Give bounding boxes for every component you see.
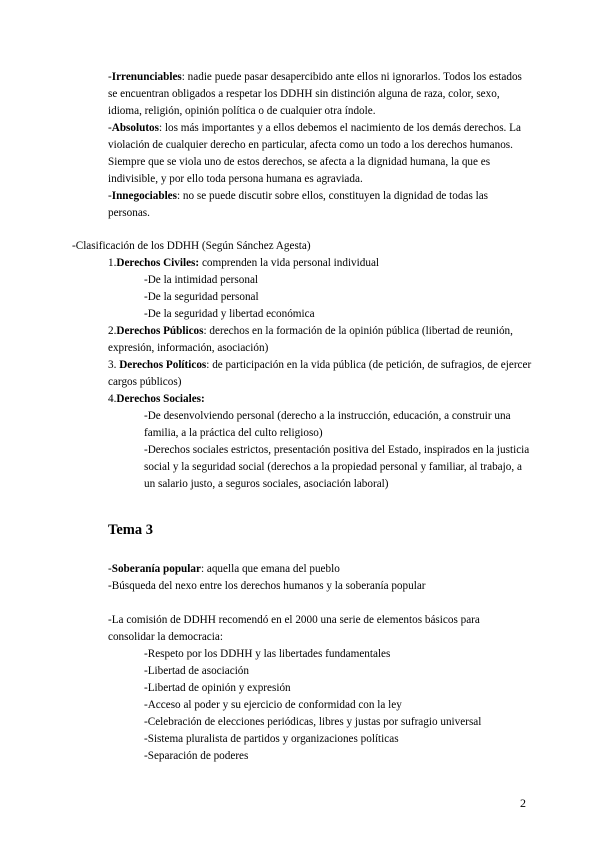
absolutos-term: Absolutos [111, 122, 159, 134]
comision-section [108, 612, 528, 765]
busqueda-line: -Búsqueda del nexo entre los derechos humanos y la soberanía popular [108, 580, 426, 592]
elemento-item: -Sistema pluralista de partidos y organizaciones políticas [144, 733, 399, 745]
politicos-term: Derechos Políticos [119, 359, 207, 371]
elemento-item: -Libertad de opinión y expresión [144, 682, 291, 694]
publicos-term: Derechos Públicos [116, 325, 204, 337]
politicos-line: 3. Derechos Políticos: de participación en la vida pública (de petición, de sufragios, de ejercer cargos públicos) [108, 359, 532, 388]
sociales-item: -Derechos sociales estrictos, presentación positiva del Estado, inspirados en la justicia social y la seguridad social (derechos a la propiedad personal y familiar, al trabajo, a un salario justo, a seguros sociales, asociación laboral) [144, 444, 530, 490]
civiles-term: Derechos Civiles: [116, 257, 200, 269]
civiles-item: -De la seguridad personal [144, 291, 259, 303]
elemento-item: -Respeto por los DDHH y las libertades fundamentales [144, 648, 391, 660]
caracteristicas-section [108, 69, 528, 222]
page-number: 2 [520, 796, 526, 810]
soberania-term: Soberanía popular [111, 563, 201, 575]
innegociables-paragraph: -Innegociables: no se puede discutir sobre ellos, constituyen la dignidad de todas las personas. [108, 190, 489, 219]
tema3-heading: Tema 3 [108, 522, 153, 538]
sociales-term: Derechos Sociales: [116, 393, 205, 405]
comision-paragraph: -La comisión de DDHH recomendó en el 2000 una serie de elementos básicos para consolidar la democracia: [108, 614, 480, 643]
sociales-line: 4.Derechos Sociales: [108, 393, 205, 405]
soberania-line: -Soberanía popular: aquella que emana del pueblo [108, 563, 340, 575]
elemento-item: -Celebración de elecciones periódicas, libres y justas por sufragio universal [144, 716, 482, 728]
innegociables-term: Innegociables [111, 190, 178, 202]
publicos-line: 2.Derechos Públicos: derechos en la formación de la opinión pública (libertad de reunión, expresión, información, asociación) [108, 325, 513, 354]
tema3-intro [108, 561, 528, 595]
sociales-item: -De desenvolviendo personal (derecho a la instrucción, educación, a construir una familia, a la práctica del culto religioso) [144, 410, 511, 439]
elemento-item: -Separación de poderes [144, 750, 249, 762]
clasificacion-section [72, 238, 532, 493]
irrenunciables-paragraph: -Irrenunciables: nadie puede pasar desapercibido ante ellos ni ignorarlos. Todos los estados se encuentran obligados a respetar los DDHH sin distinción alguna de raza, color, sexo, idioma, religión, opinión política o de cualquier otra índole. [108, 71, 522, 117]
civiles-item: -De la seguridad y libertad económica [144, 308, 315, 320]
clasificacion-title: -Clasificación de los DDHH (Según Sánchez Agesta) [72, 240, 311, 252]
civiles-item: -De la intimidad personal [144, 274, 259, 286]
elemento-item: -Libertad de asociación [144, 665, 249, 677]
elemento-item: -Acceso al poder y su ejercicio de conformidad con la ley [144, 699, 402, 711]
irrenunciables-term: Irrenunciables [111, 71, 182, 83]
absolutos-paragraph: -Absolutos: los más importantes y a ellos debemos el nacimiento de los demás derechos. La violación de cualquier derecho en particular, afecta como un todo a los derechos humanos. Siempre que se viola uno de estos derechos, se afecta a la dignidad humana, la que es indivisible, y por ello toda persona humana es agraviada. [108, 122, 521, 185]
civiles-line: 1.Derechos Civiles: comprenden la vida personal individual [108, 257, 380, 269]
